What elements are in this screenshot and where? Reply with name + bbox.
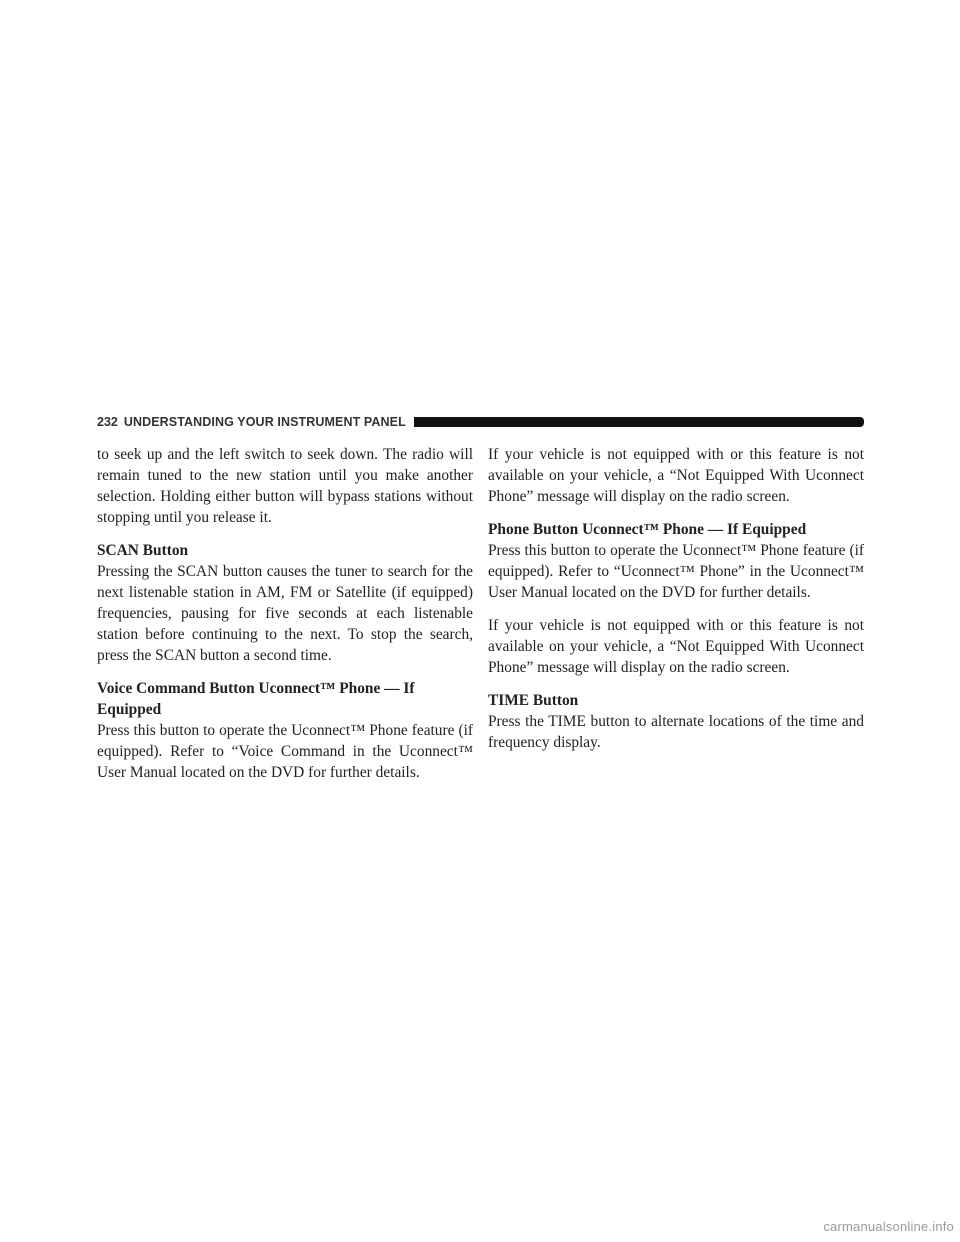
seek-paragraph: to seek up and the left switch to seek down. The radio will remain tuned to the new station until you make another selection. Holding either button will bypass stations without stopping until you release it. (97, 446, 473, 526)
not-equipped-paragraph-2: If your vehicle is not equipped with or this feature is not available on your vehicle, a “Not Equipped With Uconnect Phone” message will display on the radio screen. (488, 617, 864, 676)
phone-button-paragraph: Press this button to operate the Uconnect™ Phone feature (if equipped). Refer to “Uconnect™ Phone” in the Uconnect™ User Manual located on the DVD for further details. (488, 542, 864, 601)
page-number: 232 (97, 415, 118, 429)
scan-button-heading: SCAN Button (97, 542, 189, 559)
time-button-paragraph: Press the TIME button to alternate locations of the time and frequency display. (488, 713, 864, 751)
left-column (97, 444, 473, 795)
time-button-heading: TIME Button (488, 692, 579, 709)
voice-command-heading: Voice Command Button Uconnect™ Phone — If Equipped (97, 680, 415, 718)
watermark: carmanualsonline.info (823, 1219, 954, 1234)
section-title: UNDERSTANDING YOUR INSTRUMENT PANEL (123, 415, 406, 429)
header-rule (414, 417, 864, 427)
not-equipped-paragraph-1: If your vehicle is not equipped with or this feature is not available on your vehicle, a “Not Equipped With Uconnect Phone” message will display on the radio screen. (488, 446, 864, 505)
phone-button-heading: Phone Button Uconnect™ Phone — If Equipped (488, 521, 807, 538)
voice-command-paragraph: Press this button to operate the Uconnect™ Phone feature (if equipped). Refer to “Voice Command in the Uconnect™ User Manual located on the DVD for further details. (97, 722, 473, 781)
scan-button-paragraph: Pressing the SCAN button causes the tuner to search for the next listenable station in AM, FM or Satellite (if equipped) frequencies, pausing for five seconds at each listenable station before continuing to the next. To stop the search, press the SCAN button a second time. (97, 563, 473, 664)
right-column (488, 444, 864, 765)
page-header (97, 415, 864, 429)
